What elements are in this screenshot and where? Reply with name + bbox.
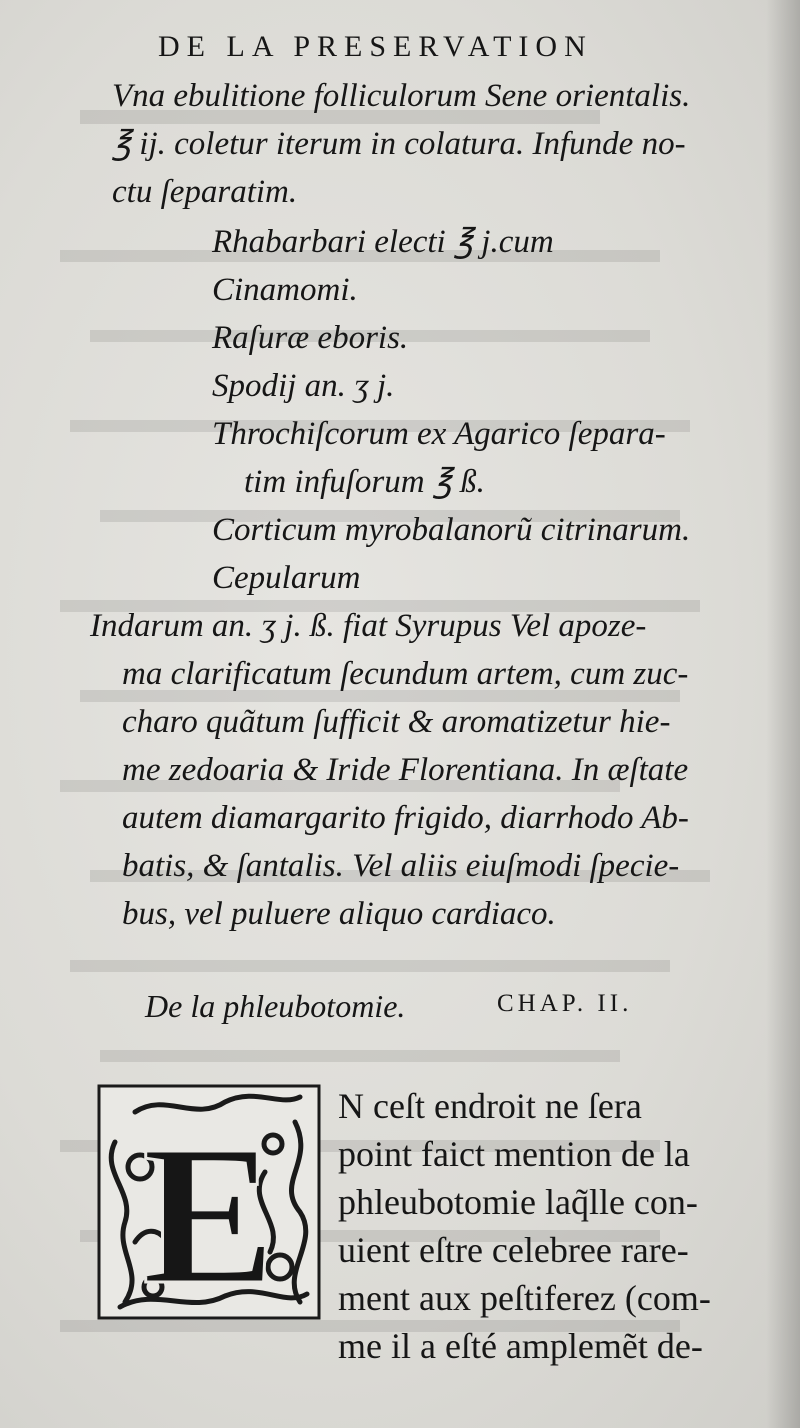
chapter-number: CHAP. II. (497, 990, 633, 1017)
text-line: phleubotomie laq̃lle con- (338, 1182, 698, 1222)
initial-letter: E (142, 1105, 276, 1322)
text-line: ma clarificatum ſecundum artem, cum zuc- (122, 656, 689, 692)
text-line: ctu ſeparatim. (112, 174, 298, 210)
text-line: Rhabarbari electi ℥ j.cum (212, 224, 554, 260)
text-line: uient eſtre celebree rare- (338, 1230, 689, 1270)
text-line: Throchiſcorum ex Agarico ſepara- (212, 416, 666, 452)
text-line: me zedoaria & Iride Florentiana. In æſtate (122, 752, 689, 788)
text-line: Raſuræ eboris. (212, 320, 409, 356)
decorated-initial-e (95, 1082, 323, 1322)
section-title: De la phleubotomie. (145, 988, 406, 1024)
text-line: Corticum myrobalanorũ citrinarum. (212, 512, 691, 548)
text-line: Cepularum (212, 560, 361, 596)
page-spine-shadow (766, 0, 800, 1428)
text-line: batis, & ſantalis. Vel aliis eiuſmodi ſpecie- (122, 848, 680, 884)
text-line: autem diamargarito frigido, diarrhodo Ab- (122, 800, 689, 836)
text-line: Spodij an. ʒ j. (212, 368, 395, 404)
text-line: Vna ebulitione folliculorum Sene orientalis. (112, 78, 691, 114)
text-line: charo quãtum ſufficit & aromatizetur hie- (122, 704, 671, 740)
text-line: ℥ ij. coletur iterum in colatura. Infunde no- (112, 126, 686, 162)
text-line: N ceſt endroit ne ſera (338, 1086, 642, 1126)
text-line: ment aux peſtiferez (com- (338, 1278, 711, 1318)
text-line: point faict mention de la (338, 1134, 690, 1174)
text-line: Indarum an. ʒ j. ß. fiat Syrupus Vel apoze- (90, 608, 647, 644)
text-line: bus, vel puluere aliquo cardiaco. (122, 896, 556, 932)
text-line: tim infuſorum ℥ ß. (244, 464, 485, 500)
running-head: DE LA PRESERVATION (158, 30, 593, 63)
section-heading (145, 988, 705, 1032)
text-line: Cinamomi. (212, 272, 358, 308)
text-line: me il a eſté amplemẽt de- (338, 1326, 703, 1366)
